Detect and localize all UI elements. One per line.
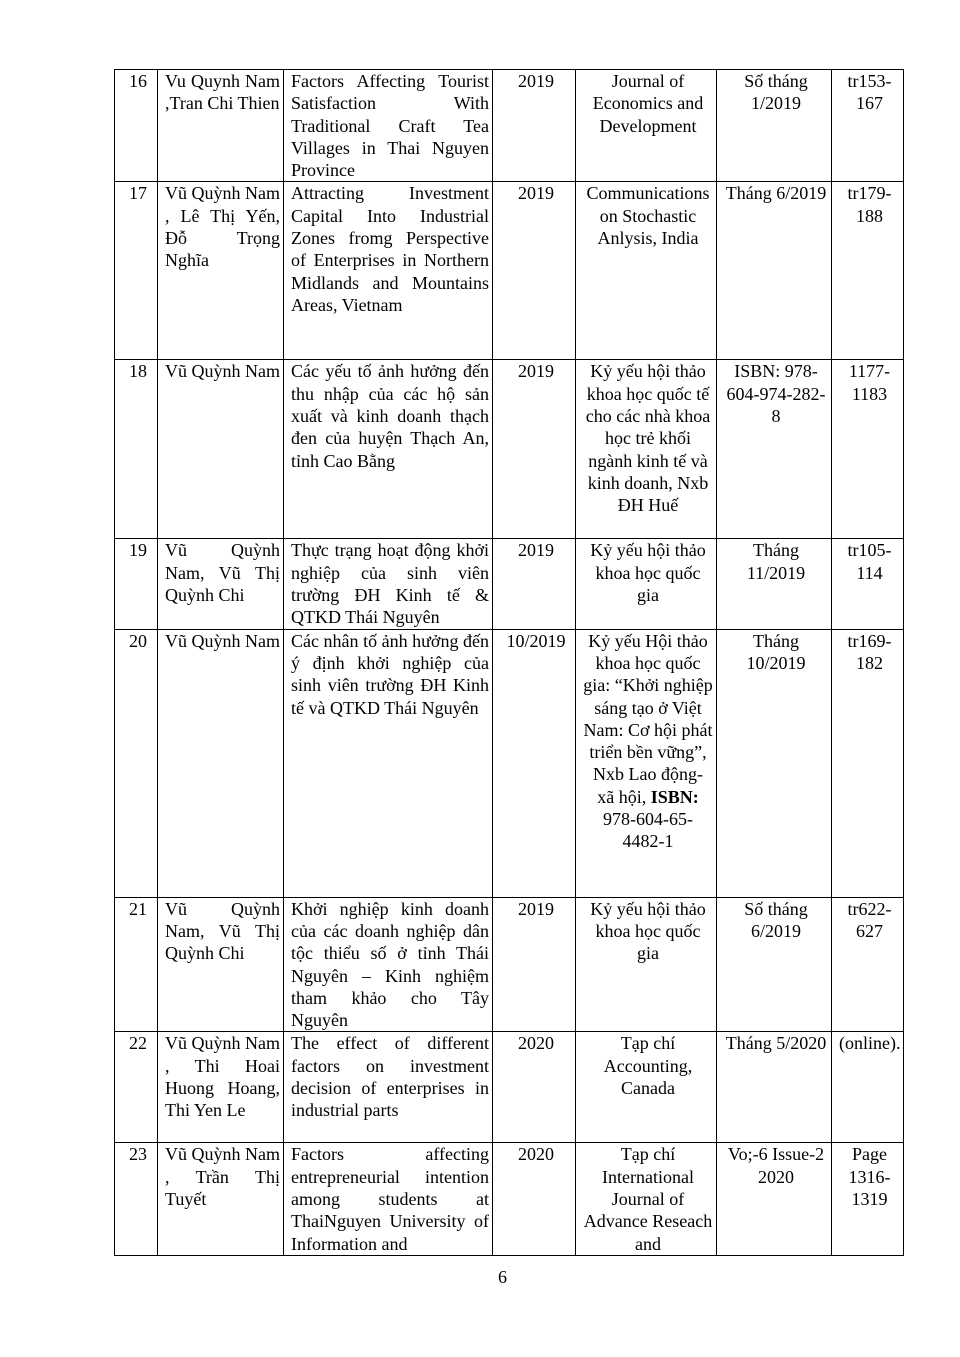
issue-cell: Vo;-6 Issue-2 2020 [717, 1143, 832, 1255]
year-cell: 2020 [493, 1032, 576, 1143]
table-row [115, 629, 904, 897]
title-cell: Attracting Investment Capital Into Industrial Zones fromg Perspective of Enterprises in Northern Midlands and Mountains Areas, Vietnam [284, 182, 493, 360]
pages-cell: tr153-167 [832, 70, 904, 182]
year-cell: 2019 [493, 70, 576, 182]
venue-cell: Kỷ yếu hội thảo khoa học quốc gia [576, 897, 717, 1032]
title-cell: Factors Affecting Tourist Satisfaction With Traditional Craft Tea Villages in Thai Nguyen Province [284, 70, 493, 182]
pages-cell: tr622-627 [832, 897, 904, 1032]
table-row [115, 539, 904, 629]
authors-cell: Vũ Quỳnh Nam, Vũ Thị Quỳnh Chi [158, 539, 284, 629]
page-number: 6 [498, 1267, 507, 1287]
isbn-value: 978-604-65-4482-1 [603, 809, 693, 852]
title-cell: Factors affecting entrepreneurial intention among students at ThaiNguyen University of Information and [284, 1143, 493, 1255]
isbn-label: ISBN: [650, 786, 699, 807]
row-number: 17 [115, 182, 158, 360]
issue-cell: Tháng 11/2019 [717, 539, 832, 629]
issue-cell: Số tháng 1/2019 [717, 70, 832, 182]
year-cell: 2020 [493, 1143, 576, 1255]
pages-cell: tr179-188 [832, 182, 904, 360]
issue-cell: Số tháng 6/2019 [717, 897, 832, 1032]
issue-cell: Tháng 5/2020 [717, 1032, 832, 1143]
title-cell: The effect of different factors on investment decision of enterprises in industrial parts [284, 1032, 493, 1143]
row-number: 16 [115, 70, 158, 182]
row-number: 21 [115, 897, 158, 1032]
venue-cell [576, 629, 717, 897]
venue-cell: Kỷ yếu hội thảo khoa học quốc gia [576, 539, 717, 629]
row-number: 18 [115, 360, 158, 539]
venue-text: Kỷ yếu Hội thảo khoa học quốc gia: “Khởi nghiệp sáng tạo ở Việt Nam: Cơ hội phát triển bền vững”, Nxb Lao động- xã hội, [583, 630, 713, 807]
venue-cell: Communications on Stochastic Anlysis, India [576, 182, 717, 360]
issue-cell: Tháng 6/2019 [717, 182, 832, 360]
row-number: 23 [115, 1143, 158, 1255]
pages-cell: tr105-114 [832, 539, 904, 629]
issue-cell: Tháng 10/2019 [717, 629, 832, 897]
authors-cell: Vũ Quỳnh Nam [158, 629, 284, 897]
title-cell: Các yếu tố ảnh hưởng đến thu nhập của các hộ sản xuất và kinh doanh thạch đen của huyện Thạch An, tỉnh Cao Bằng [284, 360, 493, 539]
authors-cell: Vu Quynh Nam ,Tran Chi Thien [158, 70, 284, 182]
year-cell: 10/2019 [493, 629, 576, 897]
authors-cell: Vũ Quỳnh Nam , Lê Thị Yến, Đỗ Trọng Nghĩa [158, 182, 284, 360]
authors-cell: Vũ Quỳnh Nam [158, 360, 284, 539]
authors-cell: Vũ Quỳnh Nam, Vũ Thị Quỳnh Chi [158, 897, 284, 1032]
title-cell: Thực trạng hoạt động khởi nghiệp của sinh viên trường ĐH Kinh tế & QTKD Thái Nguyên [284, 539, 493, 629]
title-cell: Các nhân tố ảnh hưởng đến ý định khởi nghiệp của sinh viên trường ĐH Kinh tế và QTKD Thái Nguyên [284, 629, 493, 897]
publications-table [114, 69, 904, 1256]
venue-cell: Tạp chí Accounting, Canada [576, 1032, 717, 1143]
pages-cell: 1177-1183 [832, 360, 904, 539]
row-number: 22 [115, 1032, 158, 1143]
table-row [115, 360, 904, 539]
table-row [115, 1032, 904, 1143]
year-cell: 2019 [493, 360, 576, 539]
table-row [115, 182, 904, 360]
pages-cell: (online). [832, 1032, 904, 1143]
pages-cell: Page 1316-1319 [832, 1143, 904, 1255]
authors-cell: Vũ Quỳnh Nam , Trần Thị Tuyết [158, 1143, 284, 1255]
pages-cell: tr169-182 [832, 629, 904, 897]
venue-cell: Tạp chí International Journal of Advance Reseach and [576, 1143, 717, 1255]
year-cell: 2019 [493, 539, 576, 629]
row-number: 19 [115, 539, 158, 629]
row-number: 20 [115, 629, 158, 897]
authors-cell: Vũ Quỳnh Nam , Thi Hoai Huong Hoang, Thi Yen Le [158, 1032, 284, 1143]
year-cell: 2019 [493, 182, 576, 360]
title-cell: Khởi nghiệp kinh doanh của các doanh nghiệp dân tộc thiểu số ở tỉnh Thái Nguyên – Kinh nghiệm tham khảo cho Tây Nguyên [284, 897, 493, 1032]
venue-cell: Kỷ yếu hội thảo khoa học quốc tế cho các nhà khoa học trẻ khối ngành kinh tế và kinh doanh, Nxb ĐH Huế [576, 360, 717, 539]
issue-cell: ISBN: 978-604-974-282-8 [717, 360, 832, 539]
table-row [115, 1143, 904, 1255]
year-cell: 2019 [493, 897, 576, 1032]
table-row [115, 897, 904, 1032]
table-row [115, 70, 904, 182]
venue-cell: Journal of Economics and Development [576, 70, 717, 182]
